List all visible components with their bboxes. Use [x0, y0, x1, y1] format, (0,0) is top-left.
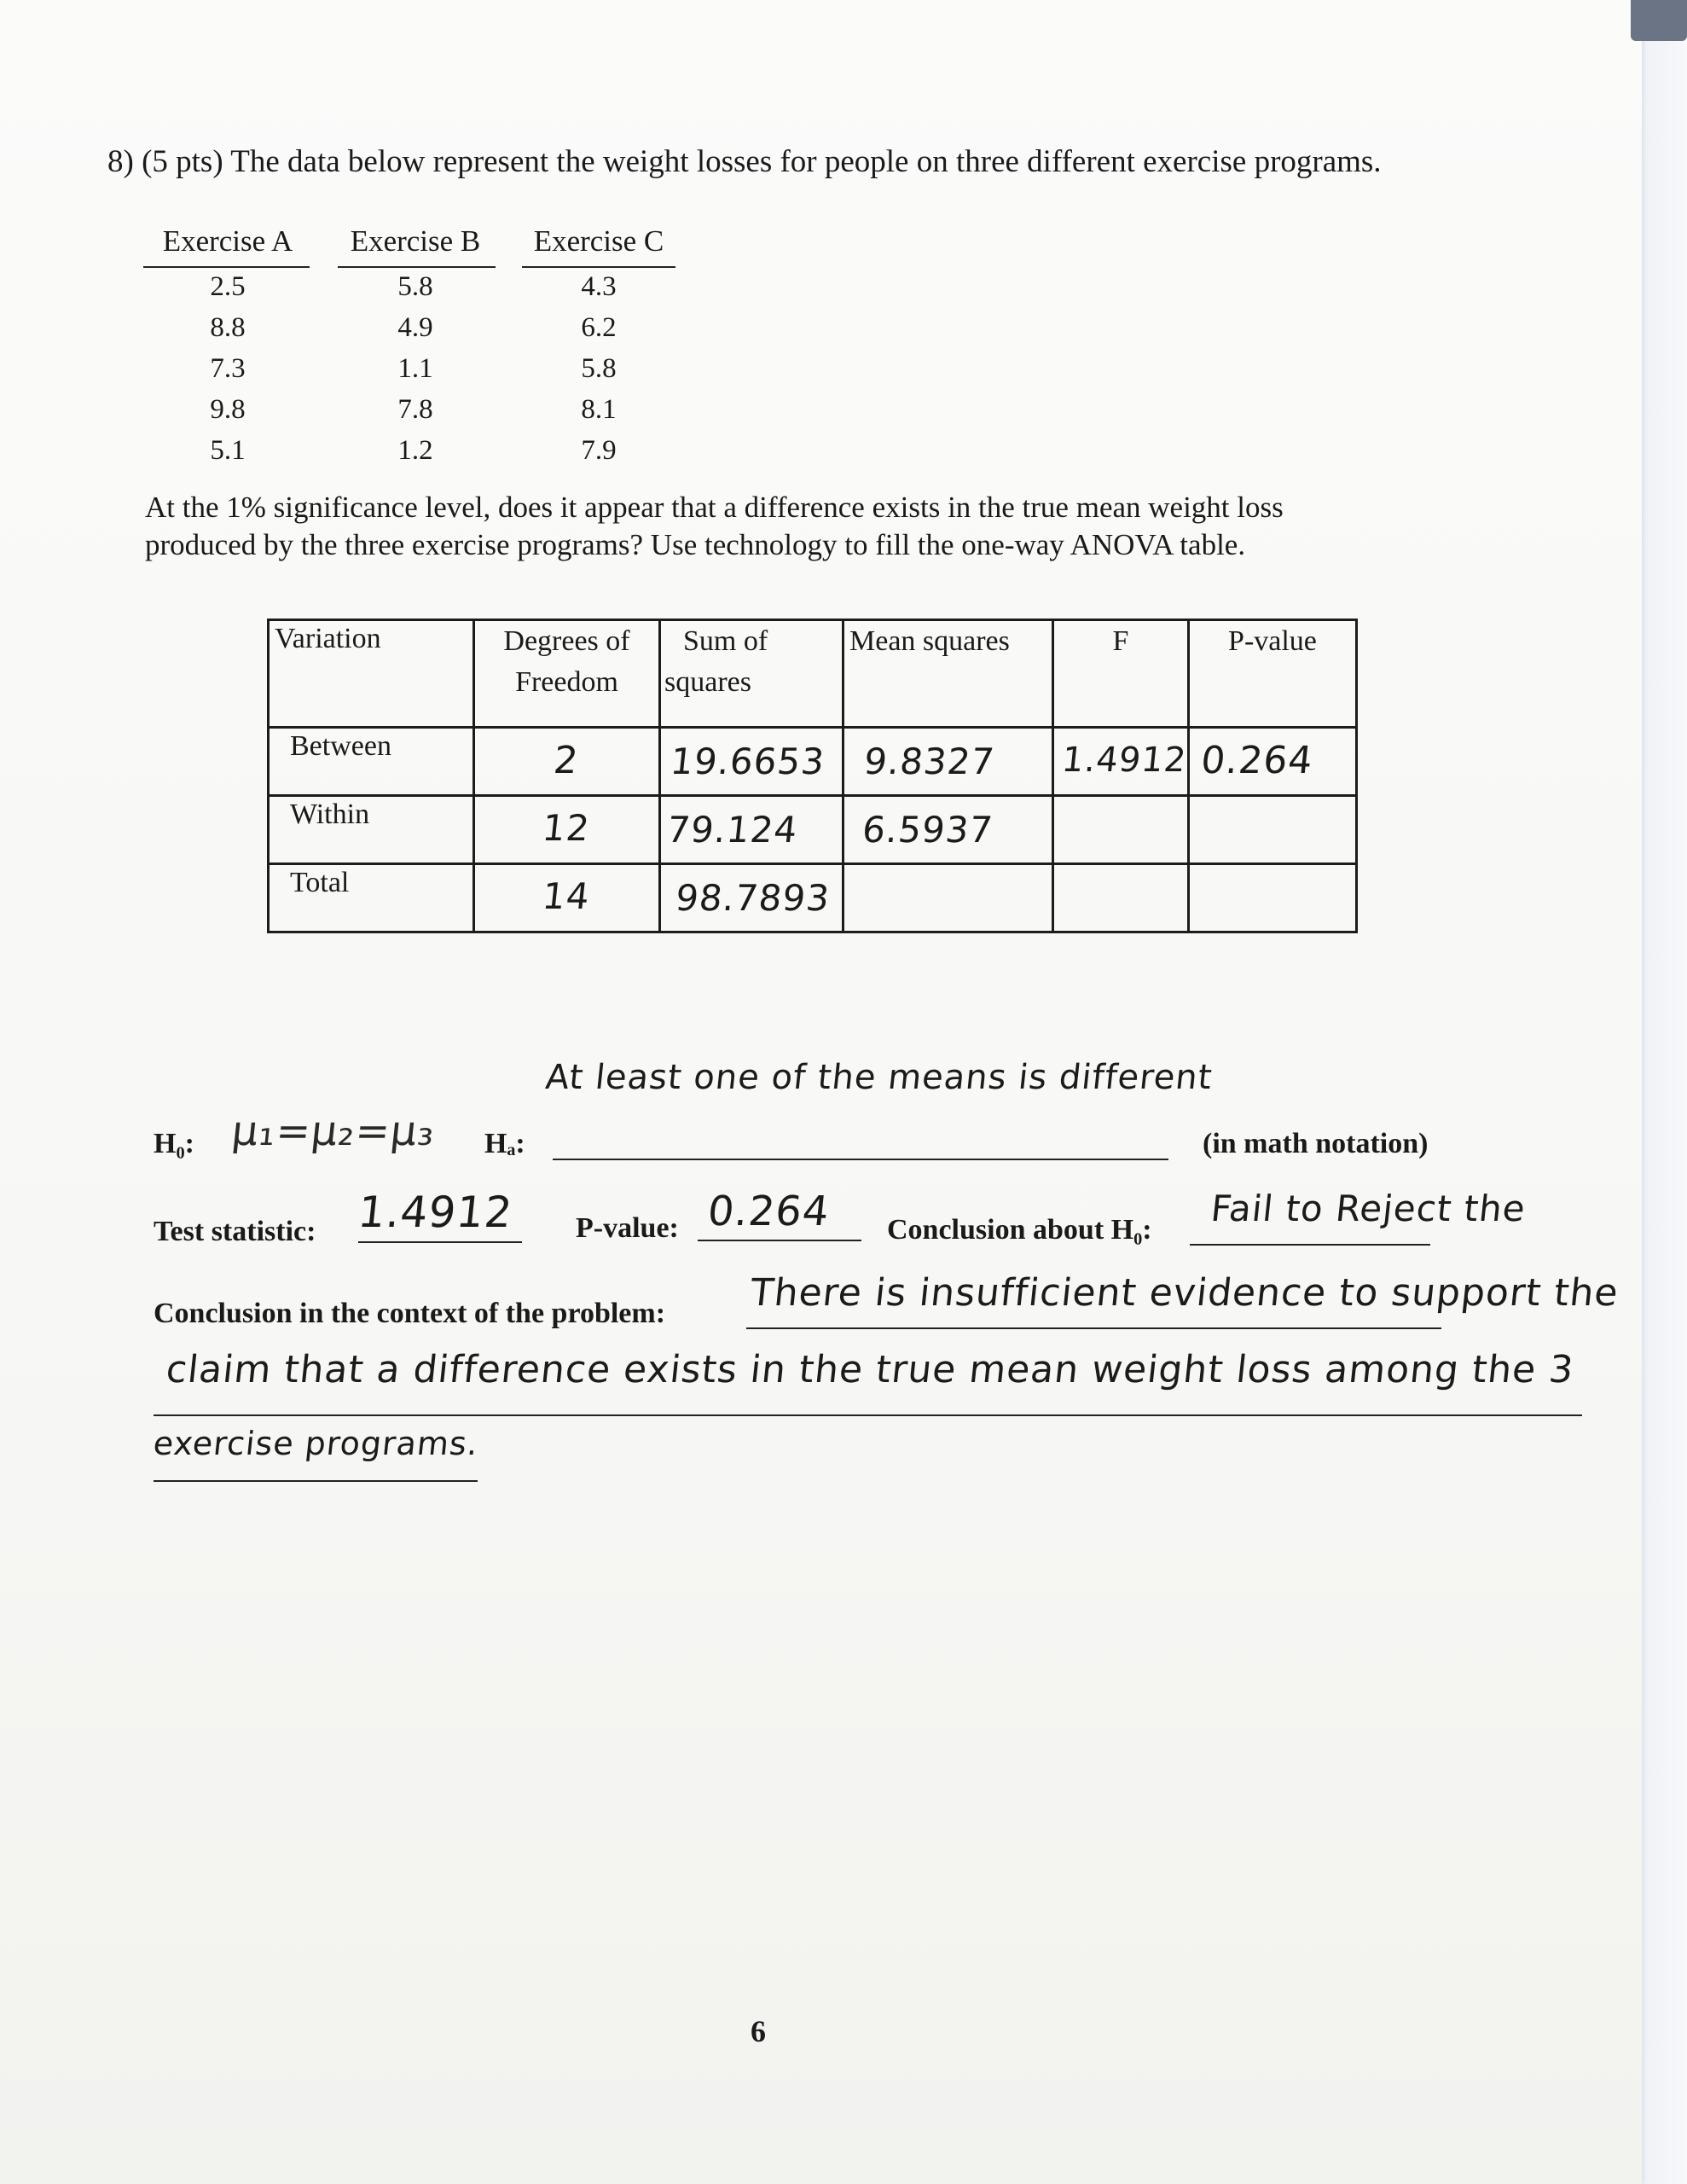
context-line-1: There is insufficient evidence to support the — [748, 1271, 1621, 1315]
cell-c-1: 4.3 — [581, 271, 617, 302]
cell-b-3: 1.1 — [397, 353, 433, 384]
anova-between-ms-cell — [844, 728, 1053, 796]
pvalue-label: P-value: — [576, 1212, 679, 1244]
question-text: The data below represent the weight losses for people on three different exercise programs. — [230, 144, 1382, 179]
cell-b-1: 5.8 — [397, 271, 433, 302]
anova-header-ms — [844, 620, 1053, 728]
anova-total-f-cell — [1053, 864, 1189, 932]
cell-c-4: 8.1 — [581, 394, 617, 425]
prompt-line-1: At the 1% significance level, does it appear that a difference exists in the true mean weight loss — [145, 491, 1284, 524]
anova-between-f-cell — [1053, 728, 1189, 796]
anova-total-ms-cell — [844, 864, 1053, 932]
anova-header-p-text: P-value — [1228, 625, 1317, 657]
anova-header-df-line1: Degrees of — [503, 625, 630, 657]
cell-a-5: 5.1 — [210, 435, 246, 466]
question-header — [107, 143, 1382, 180]
cell-c-5: 7.9 — [581, 435, 617, 466]
anova-total-label-cell — [269, 864, 474, 932]
anova-within-df: 12 — [540, 807, 593, 849]
header-exercise-c: Exercise C — [533, 224, 664, 258]
anova-between-df: 2 — [551, 739, 582, 782]
question-points: (5 pts) — [142, 144, 223, 179]
question-number: 8) — [107, 144, 134, 179]
background-notebook — [1636, 0, 1687, 2184]
cell-b-2: 4.9 — [397, 312, 433, 343]
context-underline-1 — [746, 1327, 1441, 1329]
cell-c-3: 5.8 — [581, 353, 617, 384]
anova-header-df-line2: Freedom — [515, 666, 618, 698]
anova-total-ss: 98.7893 — [673, 877, 832, 919]
context-underline-2 — [154, 1414, 1582, 1416]
test-stat-underline — [358, 1241, 522, 1243]
anova-within-ss: 79.124 — [664, 809, 800, 851]
anova-table — [267, 619, 1358, 933]
ha-label: Hₐ: — [484, 1128, 525, 1159]
context-line-2: claim that a difference exists in the true mean weight loss among the 3 — [164, 1348, 1577, 1391]
header-rule-b — [338, 266, 496, 268]
context-line-3: exercise programs. — [151, 1425, 481, 1462]
anova-total-df-cell — [474, 864, 660, 932]
test-stat-label: Test statistic: — [154, 1216, 316, 1247]
anova-total-ss-cell — [660, 864, 844, 932]
anova-header-f-text: F — [1112, 625, 1129, 657]
pvalue-answer: 0.264 — [705, 1188, 832, 1235]
anova-header-p — [1188, 620, 1356, 728]
anova-between-ss-cell — [660, 728, 844, 796]
anova-total-p-cell — [1188, 864, 1356, 932]
anova-row-within — [269, 796, 1357, 864]
ha-answer: At least one of the means is different — [543, 1058, 1215, 1097]
anova-within-p-cell — [1188, 796, 1356, 864]
anova-between-p-cell — [1188, 728, 1356, 796]
page-number: 6 — [751, 2014, 766, 2048]
anova-between-p: 0.264 — [1198, 739, 1315, 782]
anova-total-df: 14 — [540, 875, 593, 917]
anova-within-ss-cell — [660, 796, 844, 864]
header-rule-c — [522, 266, 675, 268]
anova-header-variation — [269, 620, 474, 728]
binder-clip — [1631, 0, 1687, 41]
anova-header-f — [1053, 620, 1189, 728]
anova-between-ss: 19.6653 — [668, 741, 827, 782]
anova-row-total — [269, 864, 1357, 932]
cell-a-4: 9.8 — [210, 394, 246, 425]
anova-header-ss-line1: Sum of — [683, 625, 768, 657]
cell-b-4: 7.8 — [397, 394, 433, 425]
conclusion-h0-label: Conclusion about H₀: — [887, 1214, 1152, 1246]
prompt-line-2: produced by the three exercise programs? Use technology to fill the one-way ANOVA table. — [145, 528, 1246, 561]
anova-within-ms: 6.5937 — [860, 809, 995, 851]
anova-within-label: Within — [290, 799, 370, 830]
conclusion-h0-answer: Fail to Reject the — [1209, 1188, 1528, 1229]
anova-header-ss-line2: squares — [664, 666, 751, 698]
cell-a-2: 8.8 — [210, 312, 246, 343]
pvalue-underline — [698, 1240, 861, 1241]
anova-within-df-cell — [474, 796, 660, 864]
anova-total-label: Total — [290, 867, 350, 898]
ha-underline — [553, 1159, 1168, 1160]
math-notation-note: (in math notation) — [1203, 1128, 1429, 1159]
anova-within-label-cell — [269, 796, 474, 864]
h0-answer: μ₁=μ₂=μ₃ — [229, 1107, 438, 1155]
anova-header-variation-text: Variation — [275, 623, 381, 654]
anova-header-df — [474, 620, 660, 728]
context-label: Conclusion in the context of the problem: — [154, 1298, 666, 1329]
anova-row-between — [269, 728, 1357, 796]
header-rule-a — [143, 266, 310, 268]
cell-c-2: 6.2 — [581, 312, 617, 343]
anova-within-f-cell — [1053, 796, 1189, 864]
conclusion-h0-underline — [1190, 1244, 1430, 1246]
cell-b-5: 1.2 — [397, 435, 433, 466]
test-stat-answer: 1.4912 — [355, 1188, 516, 1237]
anova-between-label-cell — [269, 728, 474, 796]
anova-between-ms: 9.8327 — [861, 741, 997, 782]
h0-label: H₀: — [154, 1128, 194, 1159]
anova-header-ss — [660, 620, 844, 728]
header-exercise-a: Exercise A — [162, 224, 293, 258]
cell-a-1: 2.5 — [210, 271, 246, 302]
context-underline-3 — [154, 1480, 478, 1482]
anova-between-f: 1.4912 — [1059, 741, 1189, 780]
anova-between-df-cell — [474, 728, 660, 796]
header-exercise-b: Exercise B — [350, 224, 481, 258]
anova-header-ms-text: Mean squares — [849, 625, 1010, 657]
anova-between-label: Between — [290, 730, 391, 762]
anova-within-ms-cell — [844, 796, 1053, 864]
cell-a-3: 7.3 — [210, 353, 246, 384]
